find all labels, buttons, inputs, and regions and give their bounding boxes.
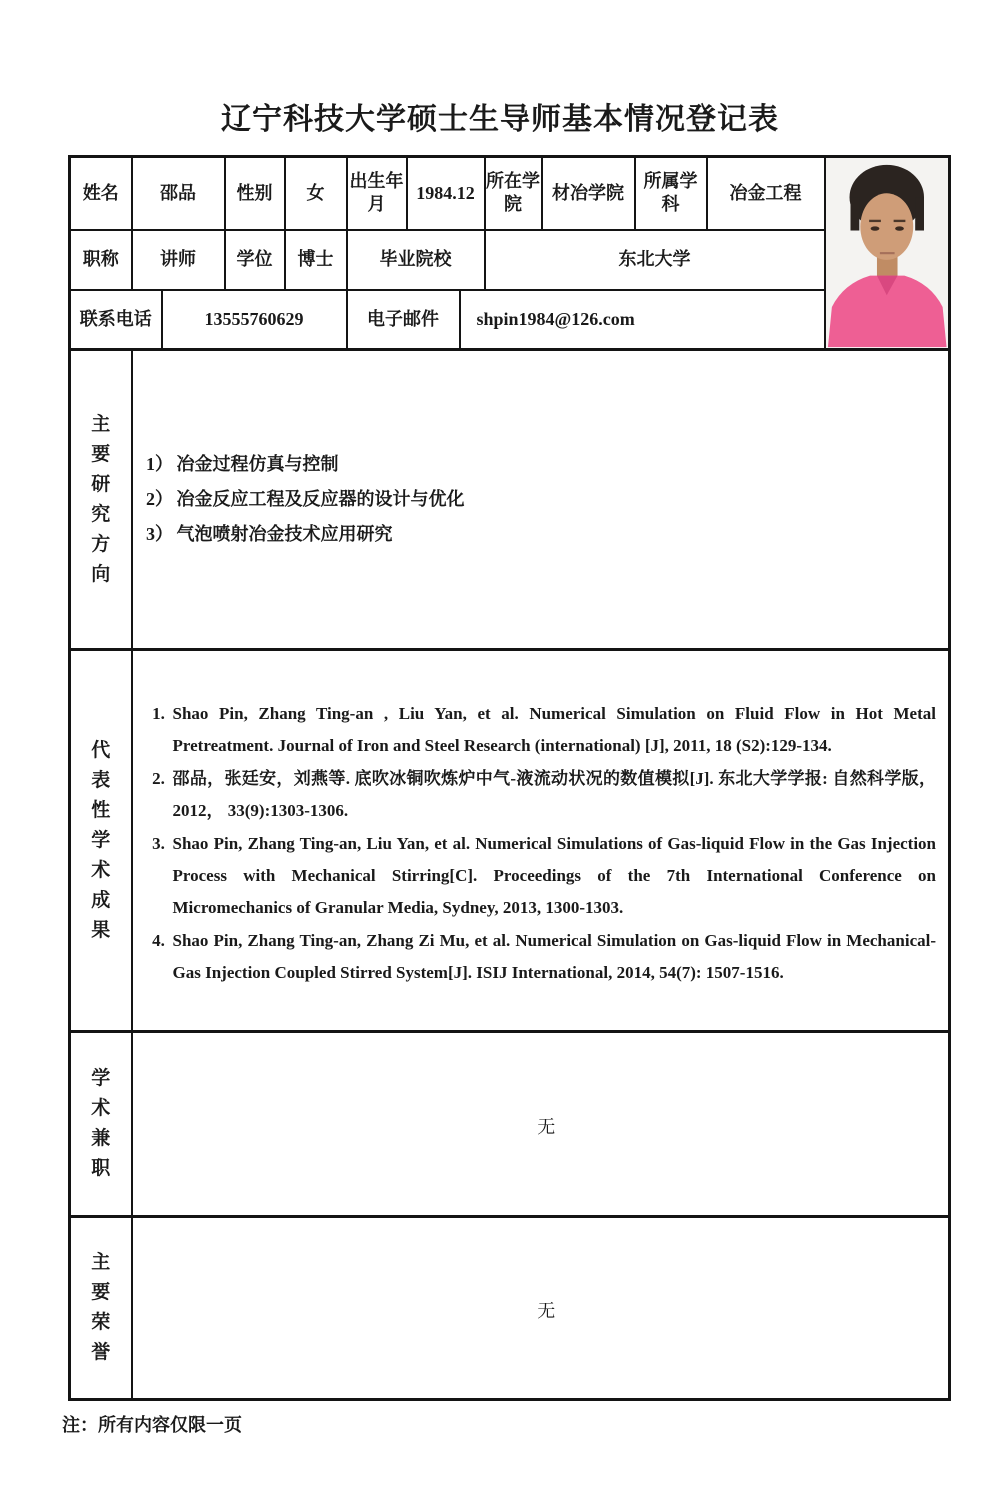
jobtitle-value: 讲师 xyxy=(132,230,225,290)
left-eye xyxy=(870,227,879,231)
research-section-label: 主要研究方向 xyxy=(91,413,111,585)
research-item-text: 冶金过程仿真与控制 xyxy=(176,454,339,474)
research-item-text: 冶金反应工程及反应器的设计与优化 xyxy=(176,489,465,509)
school-value: 东北大学 xyxy=(485,230,825,290)
research-section-row xyxy=(70,350,950,650)
table-row xyxy=(70,230,950,290)
parttime-content: 无 xyxy=(537,1117,556,1138)
face-shape xyxy=(860,194,913,261)
hair-side-left xyxy=(850,198,859,231)
table-row xyxy=(70,157,950,230)
id-photo-cell xyxy=(825,157,950,350)
publication-text: Shao Pin, Zhang Ting-an, Zhang Zi Mu, et al. Numerical Simulation on Gas-liquid Flow in Mechanical-Gas Injection Coupled Stirred System[J]. ISIJ International, 2014, 54(7): 1507-1516. xyxy=(172,930,936,982)
discipline-value: 冶金工程 xyxy=(707,157,825,230)
page-title: 辽宁科技大学硕士生导师基本情况登记表 xyxy=(221,103,779,136)
email-value: shpin1984@126.com xyxy=(460,290,825,350)
college-value: 材冶学院 xyxy=(542,157,635,230)
name-value: 邵品 xyxy=(132,157,225,230)
parttime-label-cell xyxy=(70,1032,132,1217)
right-eyebrow xyxy=(893,220,905,222)
honors-section-label: 主要荣誉 xyxy=(91,1252,111,1363)
honors-label-cell xyxy=(70,1217,132,1400)
publication-text: Shao Pin, Zhang Ting-an, Liu Yan, et al. Numerical Simulations of Gas-liquid Flow in the Gas Injection Process with Mechanical Stirring[C]. Proceedings of the 7th International Conference on Micromechanics of Granular Media, Sydney, 2013, 1300-1303. xyxy=(172,833,936,917)
birth-value: 1984.12 xyxy=(407,157,485,230)
table-row xyxy=(70,290,950,350)
publication-item xyxy=(145,828,937,924)
research-item xyxy=(143,447,949,482)
parttime-section-row xyxy=(70,1032,950,1217)
research-item-number: 1） xyxy=(146,454,173,474)
right-eye xyxy=(895,227,904,231)
mouth xyxy=(879,253,894,255)
parttime-section-label: 学术兼职 xyxy=(91,1068,111,1179)
birth-label: 出生年月 xyxy=(347,157,407,230)
left-eyebrow xyxy=(869,220,881,222)
degree-value: 博士 xyxy=(285,230,347,290)
publication-text: Shao Pin, Zhang Ting-an , Liu Yan, et al. Numerical Simulation on Fluid Flow in Hot Metal Pretreatment. Journal of Iron and Steel Research (international) [J], 2011, 18 (S2):129-134. xyxy=(172,703,936,755)
portrait-photo xyxy=(826,158,949,347)
supervisor-info-table xyxy=(68,155,951,1401)
degree-label: 学位 xyxy=(225,230,285,290)
phone-label: 联系电话 xyxy=(70,290,162,350)
gender-value: 女 xyxy=(285,157,347,230)
publication-text: 邵品，张廷安，刘燕等. 底吹冰铜吹炼炉中气-液流动状况的数值模拟[J]. 东北大学学报: 自然科学版，2012， 33(9):1303-1306. xyxy=(172,768,936,820)
research-content-cell xyxy=(132,350,950,650)
publication-number: 2. xyxy=(152,768,165,788)
email-label: 电子邮件 xyxy=(347,290,460,350)
publications-content-cell xyxy=(132,650,950,1032)
publication-item xyxy=(145,763,937,827)
hair-side-right xyxy=(915,198,924,231)
publication-item xyxy=(145,925,937,989)
publication-item xyxy=(145,698,937,762)
discipline-label: 所属学科 xyxy=(635,157,707,230)
publication-number: 1. xyxy=(152,703,165,723)
research-item-number: 3） xyxy=(146,524,173,544)
honors-section-row xyxy=(70,1217,950,1400)
research-item-text: 气泡喷射冶金技术应用研究 xyxy=(176,524,393,544)
school-label: 毕业院校 xyxy=(347,230,485,290)
phone-value: 13555760629 xyxy=(162,290,347,350)
publications-section-label: 代表性学术成果 xyxy=(91,739,111,941)
publication-number: 3. xyxy=(152,833,165,853)
name-label: 姓名 xyxy=(70,157,132,230)
jobtitle-label: 职称 xyxy=(70,230,132,290)
research-list xyxy=(133,447,949,552)
honors-content: 无 xyxy=(537,1301,556,1322)
research-item xyxy=(143,482,949,517)
honors-content-cell xyxy=(132,1217,950,1400)
research-label-cell xyxy=(70,350,132,650)
publications-label-cell xyxy=(70,650,132,1032)
publications-list xyxy=(133,692,949,989)
research-item xyxy=(143,517,949,552)
college-label: 所在学院 xyxy=(485,157,542,230)
footnote: 注：所有内容仅限一页 xyxy=(62,1415,242,1435)
gender-label: 性别 xyxy=(225,157,285,230)
publication-number: 4. xyxy=(152,930,165,950)
parttime-content-cell xyxy=(132,1032,950,1217)
research-item-number: 2） xyxy=(146,489,173,509)
publications-section-row xyxy=(70,650,950,1032)
